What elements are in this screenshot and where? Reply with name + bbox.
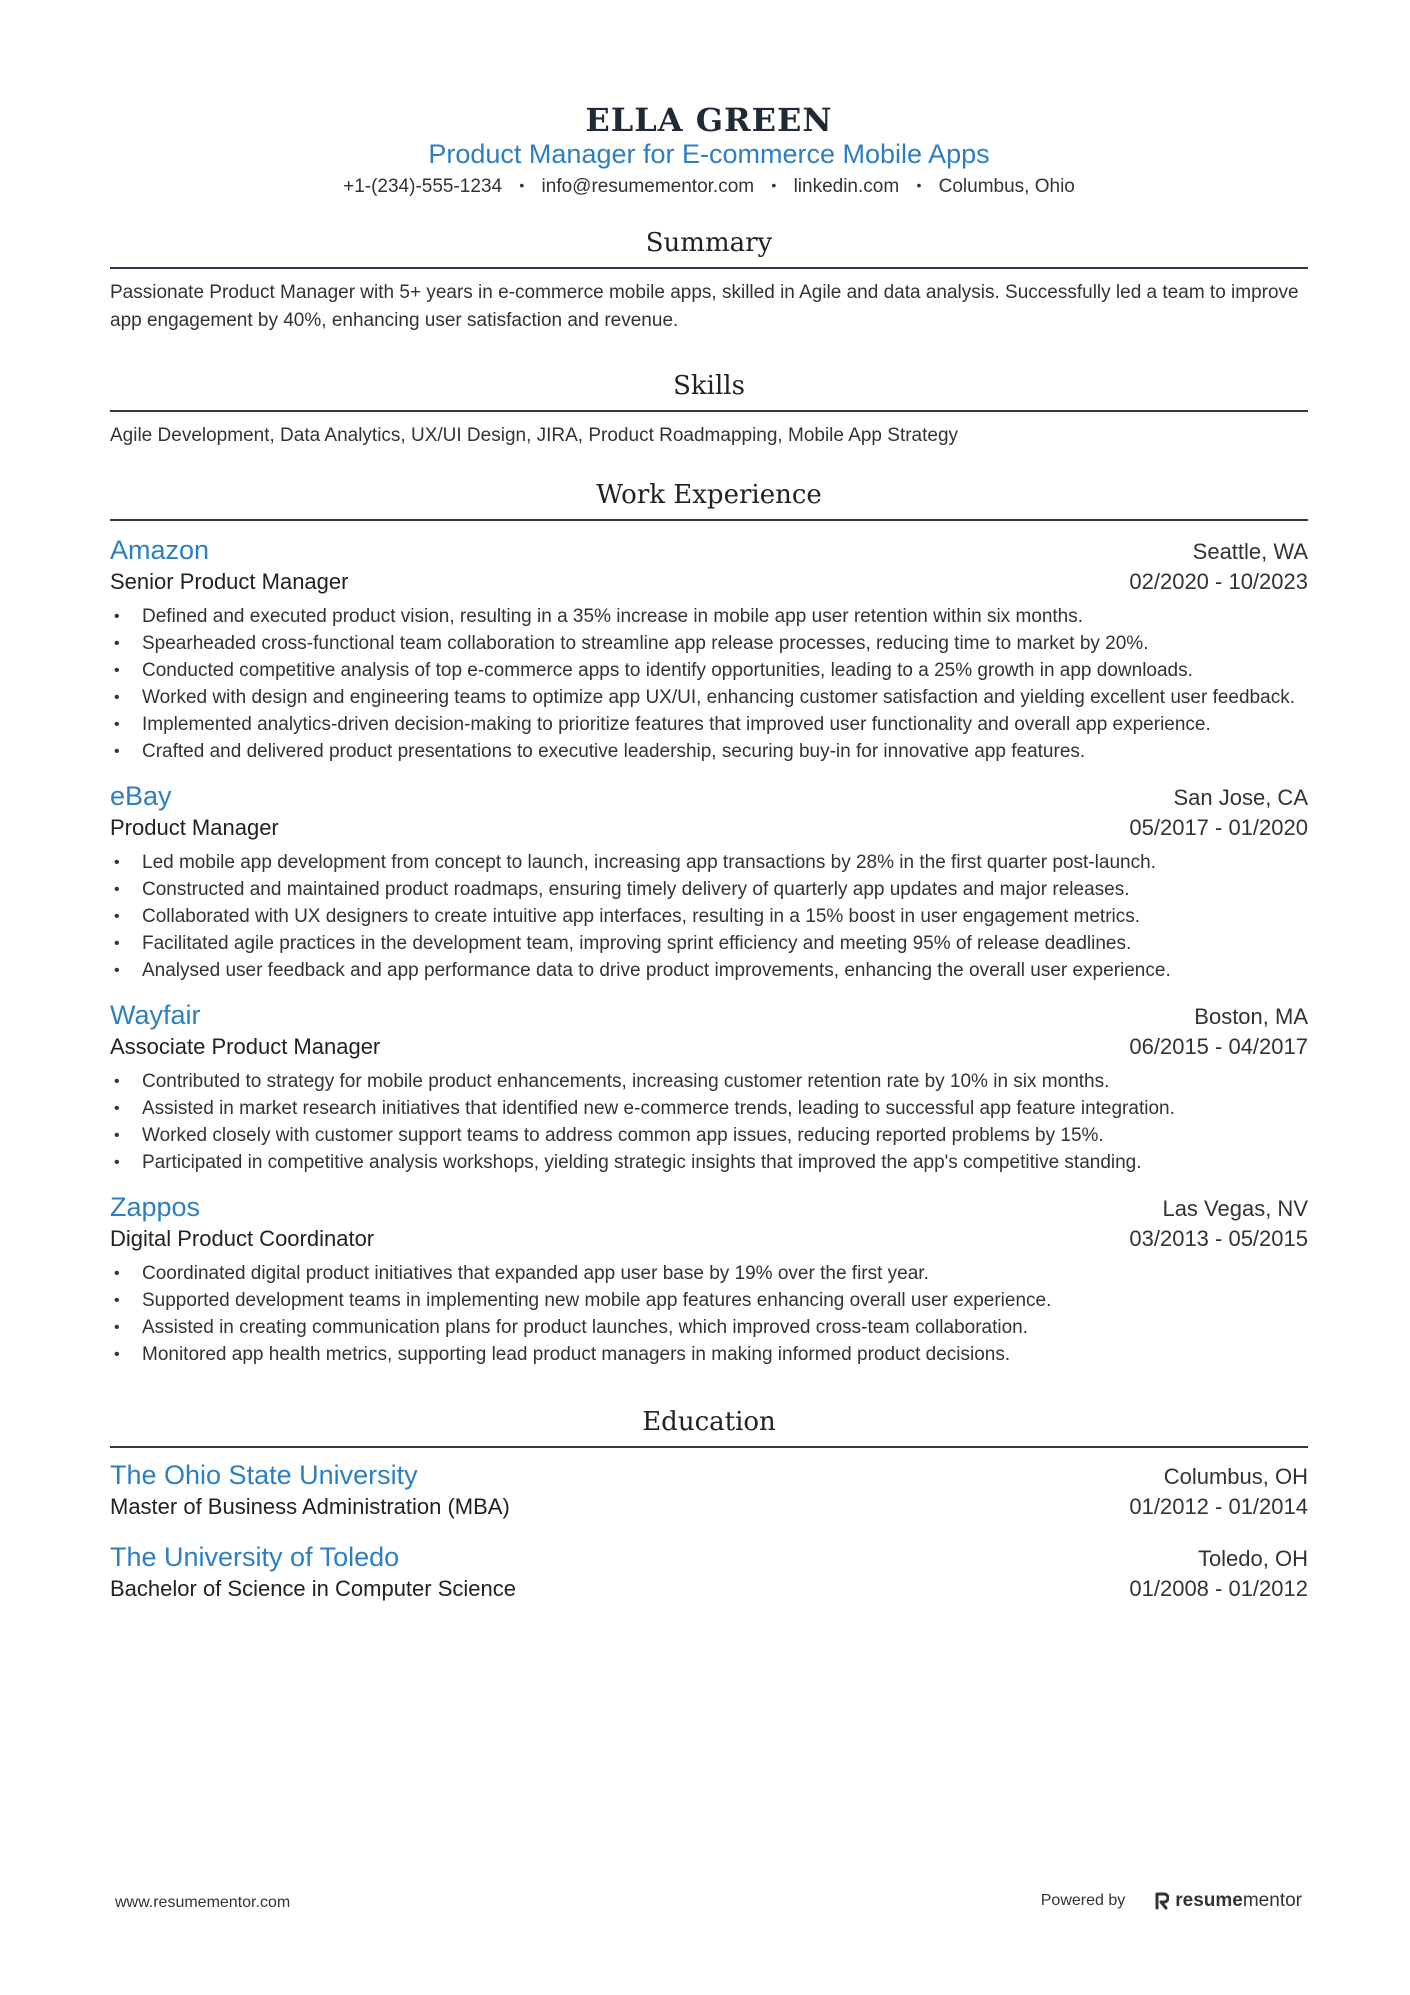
job-bullet: • Spearheaded cross-functional team collaboration to streamline app release processes, reducing time to market by 20%. xyxy=(110,630,1308,657)
job-company: Zappos xyxy=(110,1192,201,1222)
job-bullet: • Supported development teams in implementing new mobile app features enhancing overall user experience. xyxy=(110,1287,1308,1314)
job-location: San Jose, CA xyxy=(1173,785,1308,810)
school-degree: Master of Business Administration (MBA) xyxy=(110,1494,510,1519)
summary-section xyxy=(110,225,1308,335)
school-name: The University of Toledo xyxy=(110,1542,400,1572)
job-company: eBay xyxy=(110,781,172,811)
experience-heading: Work Experience xyxy=(596,480,822,510)
job-bullet: • Worked with design and engineering teams to optimize app UX/UI, enhancing customer satisfaction and yielding excellent user feedback. xyxy=(110,684,1308,711)
section-divider xyxy=(110,519,1308,521)
job-bullet: • Analysed user feedback and app performance data to drive product improvements, enhancing the overall user experience. xyxy=(110,957,1308,984)
brand-text-resume: resume xyxy=(1175,1890,1243,1911)
contact-linkedin[interactable]: linkedin.com xyxy=(793,176,900,197)
contact-separator: • xyxy=(771,177,777,193)
education-entry xyxy=(110,1540,1308,1604)
job-dates: 03/2013 - 05/2015 xyxy=(1129,1226,1308,1251)
footer-website[interactable]: www.resumementor.com xyxy=(115,1894,291,1911)
job-role: Digital Product Coordinator xyxy=(110,1226,375,1251)
job-bullet: • Implemented analytics-driven decision-making to prioritize features that improved user functionality and overall app experience. xyxy=(110,711,1308,738)
job-role: Product Manager xyxy=(110,815,279,840)
job-bullets xyxy=(110,1068,1308,1176)
footer-branding xyxy=(1041,1890,1302,1912)
job-bullets xyxy=(110,849,1308,984)
skills-heading: Skills xyxy=(673,371,745,401)
job-bullet: • Led mobile app development from concept to launch, increasing app transactions by 28% in the first quarter post-launch. xyxy=(110,849,1308,876)
job-entry xyxy=(110,779,1308,984)
job-bullet: • Facilitated agile practices in the development team, improving sprint efficiency and meeting 95% of release deadlines. xyxy=(110,930,1308,957)
job-bullet: • Conducted competitive analysis of top e-commerce apps to identify opportunities, leading to a 25% growth in app downloads. xyxy=(110,657,1308,684)
job-location: Boston, MA xyxy=(1194,1004,1308,1029)
job-bullet: • Participated in competitive analysis workshops, yielding strategic insights that improved the app's competitive standing. xyxy=(110,1149,1308,1176)
job-bullet: • Worked closely with customer support teams to address common app issues, reducing reported problems by 15%. xyxy=(110,1122,1308,1149)
job-dates: 02/2020 - 10/2023 xyxy=(1129,569,1308,594)
section-divider xyxy=(110,1446,1308,1448)
job-company: Amazon xyxy=(110,535,210,565)
education-entry xyxy=(110,1458,1308,1522)
resume-header xyxy=(110,100,1308,201)
job-location: Seattle, WA xyxy=(1192,539,1308,564)
brand-text-mentor: mentor xyxy=(1242,1890,1302,1911)
job-bullet: • Coordinated digital product initiatives that expanded app user base by 19% over the first year. xyxy=(110,1260,1308,1287)
contact-separator: • xyxy=(916,177,922,193)
resume-page xyxy=(110,100,1308,1604)
job-bullet: • Constructed and maintained product roadmaps, ensuring timely delivery of quarterly app updates and major releases. xyxy=(110,876,1308,903)
job-company: Wayfair xyxy=(110,1000,201,1030)
job-bullets xyxy=(110,1260,1308,1368)
job-entry xyxy=(110,533,1308,765)
education-heading: Education xyxy=(642,1407,776,1437)
job-dates: 06/2015 - 04/2017 xyxy=(1129,1034,1308,1059)
school-name: The Ohio State University xyxy=(110,1460,418,1490)
education-section xyxy=(110,1404,1308,1604)
job-bullet: • Contributed to strategy for mobile product enhancements, increasing customer retention rate by 10% in six months. xyxy=(110,1068,1308,1095)
job-bullet: • Assisted in creating communication plans for product launches, which improved cross-team collaboration. xyxy=(110,1314,1308,1341)
candidate-name: ELLA GREEN xyxy=(585,101,833,139)
contact-separator: • xyxy=(519,177,525,193)
job-role: Senior Product Manager xyxy=(110,569,349,594)
contact-email[interactable]: info@resumementor.com xyxy=(541,176,755,197)
contact-phone: +1-(234)-555-1234 xyxy=(343,176,503,197)
candidate-title: Product Manager for E-commerce Mobile Apps xyxy=(428,139,990,169)
job-bullet: • Monitored app health metrics, supporting lead product managers in making informed product decisions. xyxy=(110,1341,1308,1368)
job-dates: 05/2017 - 01/2020 xyxy=(1129,815,1308,840)
job-location: Las Vegas, NV xyxy=(1162,1196,1308,1221)
job-entry xyxy=(110,1190,1308,1368)
section-divider xyxy=(110,267,1308,269)
job-bullet: • Collaborated with UX designers to create intuitive app interfaces, resulting in a 15% boost in user engagement metrics. xyxy=(110,903,1308,930)
experience-section xyxy=(110,477,1308,1368)
school-dates: 01/2008 - 01/2012 xyxy=(1129,1576,1308,1601)
job-entry xyxy=(110,998,1308,1176)
skills-text: Agile Development, Data Analytics, UX/UI Design, JIRA, Product Roadmapping, Mobile App Strategy xyxy=(110,425,959,446)
contact-line xyxy=(110,171,1308,201)
job-bullet: • Assisted in market research initiatives that identified new e-commerce trends, leading to successful app feature integration. xyxy=(110,1095,1308,1122)
resumementor-logo[interactable] xyxy=(1155,1890,1302,1912)
resumementor-logo-icon xyxy=(1155,1892,1169,1910)
school-location: Columbus, OH xyxy=(1163,1464,1308,1489)
job-bullet: • Crafted and delivered product presentations to executive leadership, securing buy-in for innovative app features. xyxy=(110,738,1308,765)
summary-text: Passionate Product Manager with 5+ years in e-commerce mobile apps, skilled in Agile and data analysis. Successfully led a team to improve app engagement by 40%, enhancing user satisfaction and revenue. xyxy=(110,282,1299,331)
school-location: Toledo, OH xyxy=(1197,1546,1308,1571)
section-divider xyxy=(110,410,1308,412)
summary-heading: Summary xyxy=(645,228,773,258)
powered-by-label: Powered by xyxy=(1040,1892,1126,1909)
job-bullets xyxy=(110,603,1308,765)
job-bullet: • Defined and executed product vision, resulting in a 35% increase in mobile app user retention within six months. xyxy=(110,603,1308,630)
contact-location: Columbus, Ohio xyxy=(938,176,1075,197)
school-degree: Bachelor of Science in Computer Science xyxy=(110,1576,516,1601)
skills-section xyxy=(110,368,1308,450)
school-dates: 01/2012 - 01/2014 xyxy=(1129,1494,1308,1519)
job-role: Associate Product Manager xyxy=(110,1034,381,1059)
